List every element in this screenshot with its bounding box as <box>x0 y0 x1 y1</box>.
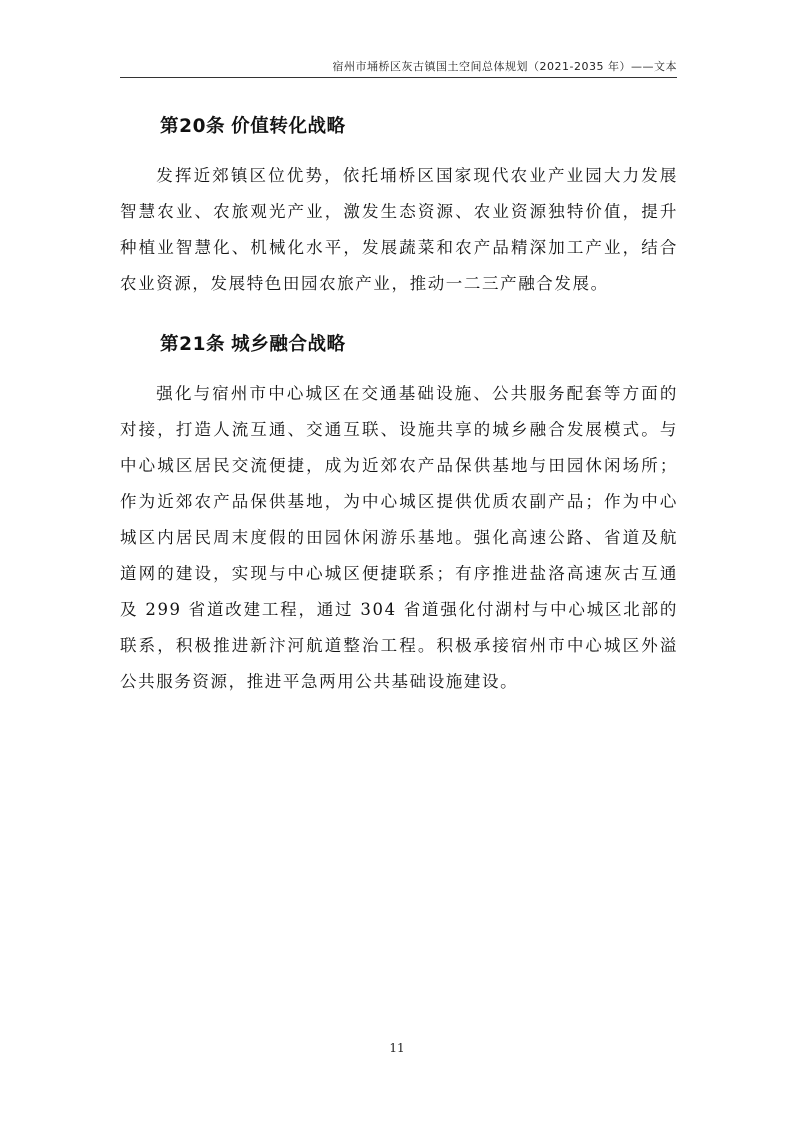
article-21-paragraph: 强化与宿州市中心城区在交通基础设施、公共服务配套等方面的对接，打造人流互通、交通互联、设施共享的城乡融合发展模式。与中心城区居民交流便捷，成为近郊农产品保供基地与田园休闲场所；作为近郊农产品保供基地，为中心城区提供优质农副产品；作为中心城区内居民周末度假的田园休闲游乐基地。强化高速公路、省道及航道网的建设，实现与中心城区便捷联系；有序推进盐洛高速灰古互通及 299 省道改建工程，通过 304 省道强化付湖村与中心城区北部的联系，积极推进新汴河航道整治工程。积极承接宿州市中心城区外溢公共服务资源，推进平急两用公共基础设施建设。 <box>120 384 678 691</box>
header-divider <box>120 77 677 78</box>
page-number: 11 <box>389 1041 405 1055</box>
article-20-title: 价值转化战略 <box>231 116 346 137</box>
article-21-number: 第21条 <box>160 334 226 355</box>
running-header: 宿州市埇桥区灰古镇国土空间总体规划（2021-2035 年）——文本 <box>332 60 677 73</box>
article-20-number: 第20条 <box>160 116 226 137</box>
article-20-heading <box>160 112 346 138</box>
article-21-title: 城乡融合战略 <box>231 334 346 355</box>
article-20-paragraph: 发挥近郊镇区位优势，依托埇桥区国家现代农业产业园大力发展智慧农业、农旅观光产业，激发生态资源、农业资源独特价值，提升种植业智慧化、机械化水平，发展蔬菜和农产品精深加工产业，结合农业资源，发展特色田园农旅产业，推动一二三产融合发展。 <box>120 166 678 293</box>
article-21-heading <box>160 330 346 356</box>
